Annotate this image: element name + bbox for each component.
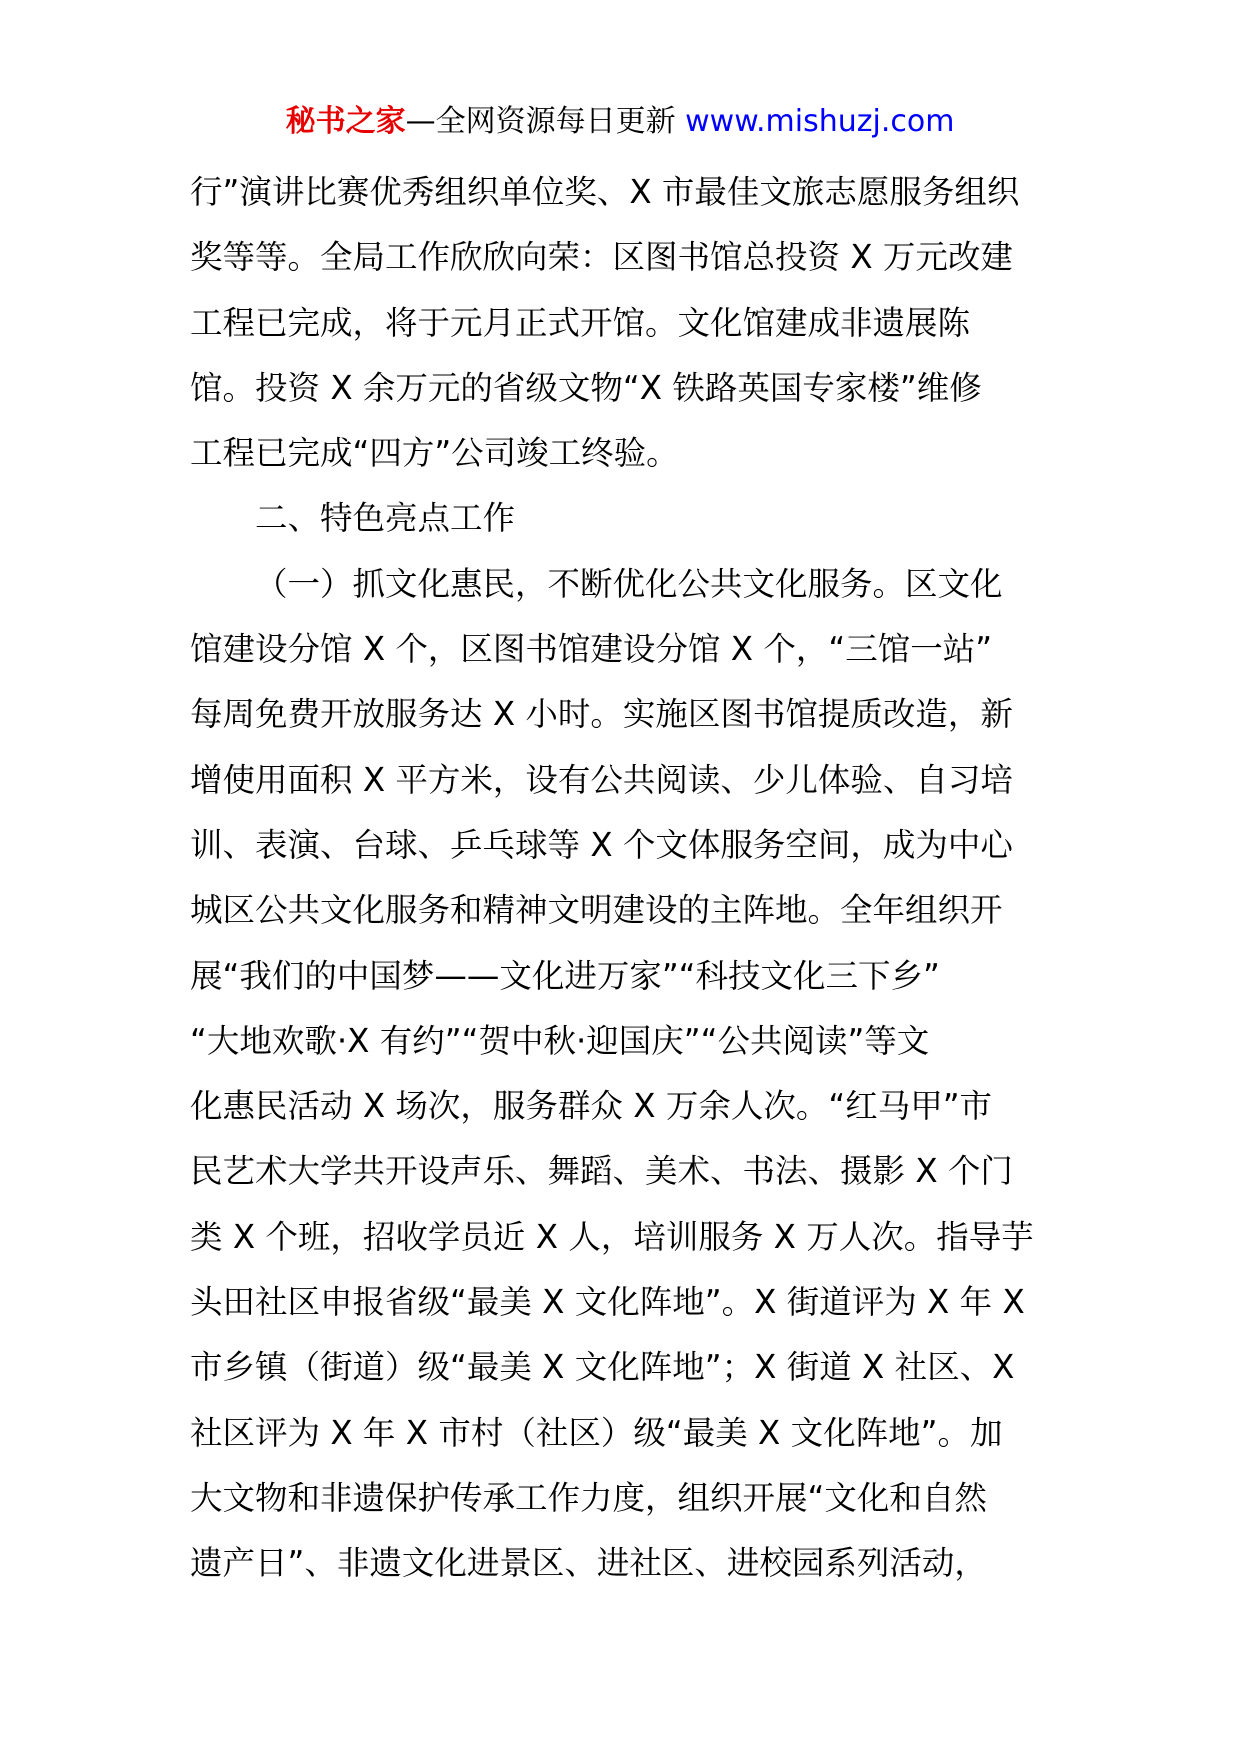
paragraph-line: 奖等等。全局工作欣欣向荣：区图书馆总投资 X 万元改建 [190,238,1013,277]
paragraph-line: 每周免费开放服务达 X 小时。实施区图书馆提质改造，新 [190,695,1013,734]
brand-url: www.mishuzj.com [685,104,955,139]
brand-name: 秘书之家 [285,104,406,139]
paragraph-line: 馆建设分馆 X 个，区图书馆建设分馆 X 个，“三馆一站” [190,630,993,669]
paragraph-line: 市乡镇（街道）级“最美 X 文化阵地”；X 街道 X 社区、X [190,1348,1015,1387]
paragraph-line: “大地欢歌·X 有约”“贺中秋·迎国庆”“公共阅读”等文 [190,1021,930,1060]
document-body [190,160,1064,1597]
paragraph-line: 大文物和非遗保护传承工作力度，组织开展“文化和自然 [190,1478,987,1517]
paragraph-line: 社区评为 X 年 X 市村（社区）级“最美 X 文化阵地”。加 [190,1413,1003,1452]
paragraph-line: 训、表演、台球、乒乓球等 X 个文体服务空间，成为中心 [190,825,1013,864]
paragraph-line-indented: 二、特色亮点工作 [255,499,516,538]
paragraph-line: 类 X 个班，招收学员近 X 人，培训服务 X 万人次。指导芋 [190,1217,1034,1256]
paragraph-line: 遗产日”、非遗文化进景区、进社区、进校园系列活动， [190,1544,987,1583]
paragraph-line: 城区公共文化服务和精神文明建设的主阵地。全年组织开 [190,891,1003,930]
paragraph-line: 化惠民活动 X 场次，服务群众 X 万余人次。“红马甲”市 [190,1087,993,1126]
brand-tagline: —全网资源每日更新 [405,104,686,139]
paragraph-line: 工程已完成“四方”公司竣工终验。 [190,434,679,473]
paragraph-line-indented: （一）抓文化惠民，不断优化公共文化服务。区文化 [255,564,1003,603]
paragraph-line: 馆。投资 X 余万元的省级文物“X 铁路英国专家楼”维修 [190,368,982,407]
paragraph-line: 民艺术大学共开设声乐、舞蹈、美术、书法、摄影 X 个门 [190,1152,1013,1191]
watermark-header [0,100,1240,144]
paragraph-line: 行”演讲比赛优秀组织单位奖、X 市最佳文旅志愿服务组织 [190,173,1020,211]
paragraph-line: 展“我们的中国梦——文化进万家”“科技文化三下乡” [190,956,940,995]
paragraph-line: 头田社区申报省级“最美 X 文化阵地”。X 街道评为 X 年 X [190,1283,1025,1322]
paragraph-line: 工程已完成，将于元月正式开馆。文化馆建成非遗展陈 [190,303,971,342]
paragraph-line: 增使用面积 X 平方米，设有公共阅读、少儿体验、自习培 [190,760,1013,799]
